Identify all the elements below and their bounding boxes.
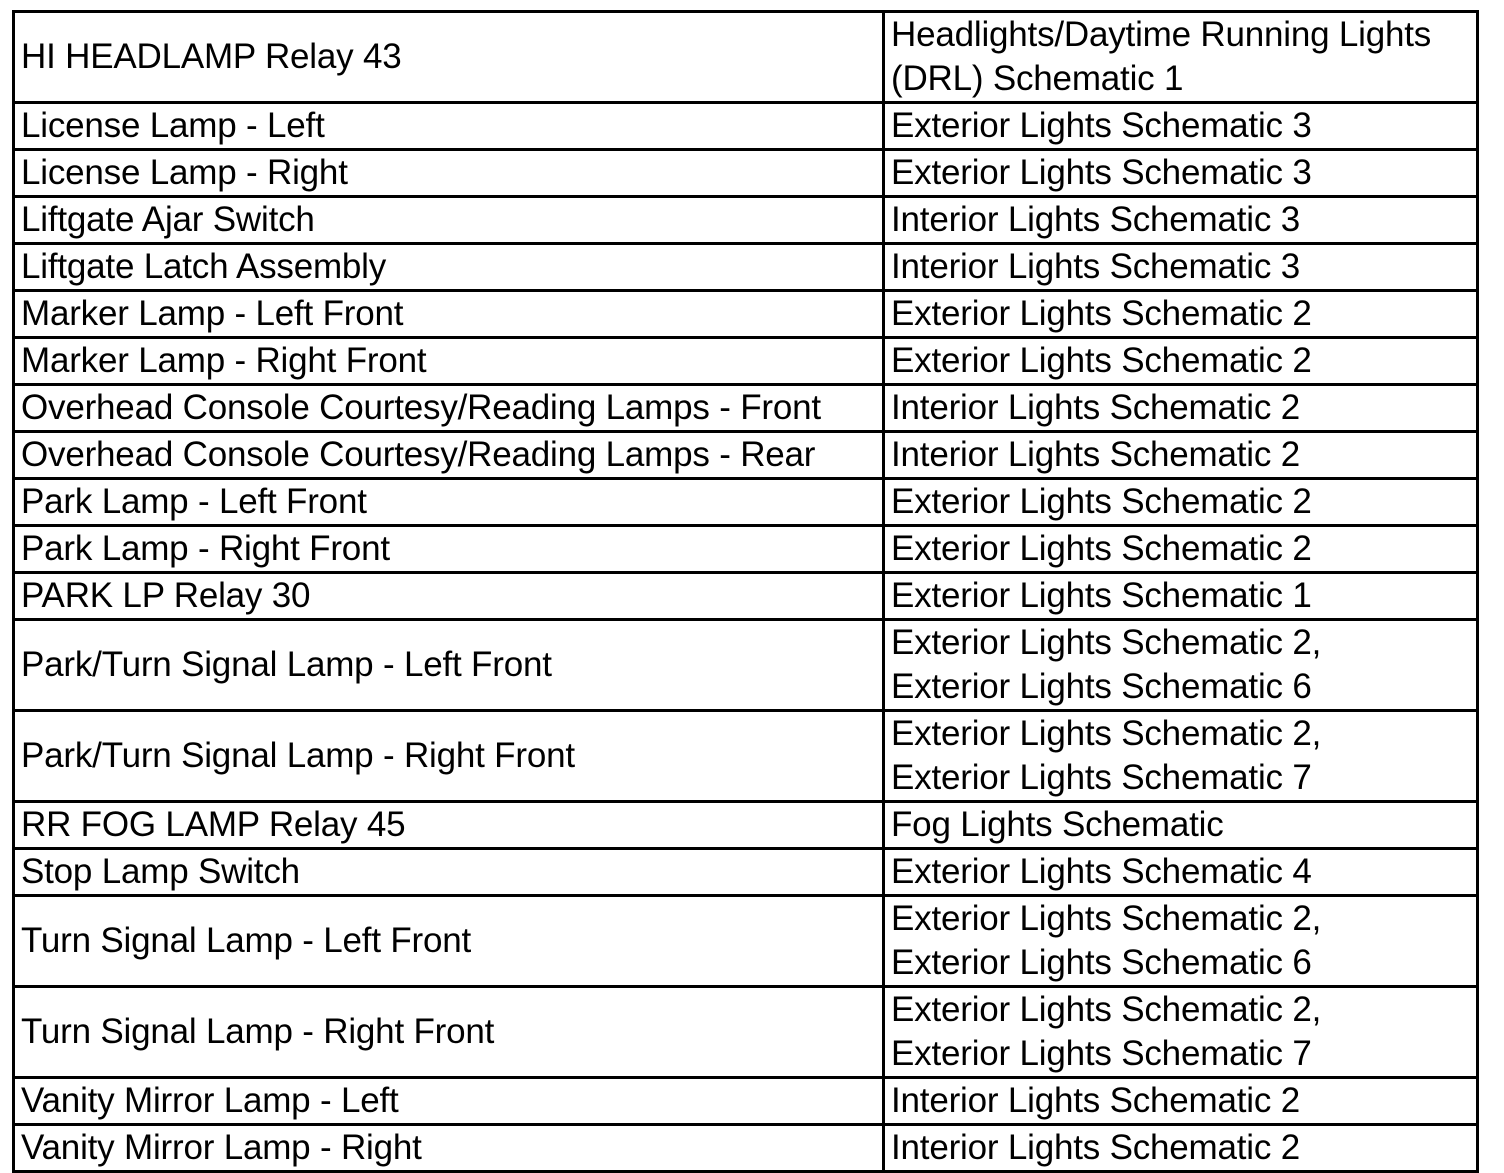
table-row: [14, 896, 1478, 987]
schematic-cell: [884, 385, 1478, 432]
schematic-reference: Fog Lights Schematic: [891, 805, 1224, 844]
component-cell: Stop Lamp Switch: [14, 849, 884, 896]
table-row: [14, 12, 1478, 103]
table-row: [14, 291, 1478, 338]
schematic-reference: Interior Lights Schematic 2: [891, 1128, 1300, 1167]
schematic-reference: Exterior Lights Schematic 2: [891, 529, 1312, 568]
table-row: [14, 711, 1478, 802]
component-cell: Overhead Console Courtesy/Reading Lamps - Front: [14, 385, 884, 432]
schematic-reference: Exterior Lights Schematic 7: [891, 1034, 1312, 1073]
schematic-reference: Interior Lights Schematic 2: [891, 388, 1300, 427]
schematic-reference: Exterior Lights Schematic 3: [891, 106, 1312, 145]
schematic-cell: [884, 896, 1478, 987]
schematic-reference: Exterior Lights Schematic 2: [891, 294, 1312, 333]
table-row: [14, 1078, 1478, 1125]
table-row: [14, 987, 1478, 1078]
component-cell: Vanity Mirror Lamp - Left: [14, 1078, 884, 1125]
table-row: [14, 849, 1478, 896]
component-cell: Park/Turn Signal Lamp - Right Front: [14, 711, 884, 802]
component-schematic-table: [12, 10, 1479, 1173]
schematic-reference: Headlights/Daytime Running Lights: [891, 15, 1432, 54]
schematic-reference: Exterior Lights Schematic 2,: [891, 714, 1322, 753]
schematic-cell: [884, 1125, 1478, 1172]
component-cell: Vanity Mirror Lamp - Right: [14, 1125, 884, 1172]
schematic-cell: [884, 526, 1478, 573]
schematic-cell: [884, 338, 1478, 385]
table-body: [14, 12, 1478, 1172]
schematic-reference: Exterior Lights Schematic 6: [891, 943, 1312, 982]
schematic-reference: Exterior Lights Schematic 2,: [891, 990, 1322, 1029]
table-row: [14, 573, 1478, 620]
table-row: [14, 244, 1478, 291]
table-row: [14, 479, 1478, 526]
schematic-cell: [884, 849, 1478, 896]
component-cell: License Lamp - Right: [14, 150, 884, 197]
schematic-cell: [884, 479, 1478, 526]
component-cell: Liftgate Ajar Switch: [14, 197, 884, 244]
component-cell: HI HEADLAMP Relay 43: [14, 12, 884, 103]
table-row: [14, 620, 1478, 711]
schematic-reference: Interior Lights Schematic 2: [891, 435, 1300, 474]
schematic-cell: [884, 291, 1478, 338]
component-cell: Turn Signal Lamp - Left Front: [14, 896, 884, 987]
schematic-reference: Exterior Lights Schematic 2: [891, 482, 1312, 521]
table-row: [14, 802, 1478, 849]
schematic-cell: [884, 197, 1478, 244]
table-row: [14, 197, 1478, 244]
schematic-cell: [884, 103, 1478, 150]
schematic-reference: Exterior Lights Schematic 2: [891, 341, 1312, 380]
schematic-cell: [884, 1078, 1478, 1125]
schematic-cell: [884, 620, 1478, 711]
component-cell: Marker Lamp - Left Front: [14, 291, 884, 338]
component-cell: Marker Lamp - Right Front: [14, 338, 884, 385]
schematic-cell: [884, 432, 1478, 479]
schematic-reference: Exterior Lights Schematic 2,: [891, 623, 1322, 662]
table-row: [14, 103, 1478, 150]
schematic-reference: Exterior Lights Schematic 4: [891, 852, 1312, 891]
component-cell: License Lamp - Left: [14, 103, 884, 150]
schematic-reference: Exterior Lights Schematic 3: [891, 153, 1312, 192]
schematic-reference: Interior Lights Schematic 2: [891, 1081, 1300, 1120]
schematic-cell: [884, 244, 1478, 291]
schematic-cell: [884, 711, 1478, 802]
schematic-cell: [884, 12, 1478, 103]
component-cell: Park Lamp - Left Front: [14, 479, 884, 526]
component-cell: Overhead Console Courtesy/Reading Lamps - Rear: [14, 432, 884, 479]
table-row: [14, 526, 1478, 573]
schematic-cell: [884, 987, 1478, 1078]
table-row: [14, 150, 1478, 197]
schematic-reference: Interior Lights Schematic 3: [891, 247, 1300, 286]
schematic-cell: [884, 573, 1478, 620]
schematic-reference: (DRL) Schematic 1: [891, 59, 1184, 98]
component-cell: Park/Turn Signal Lamp - Left Front: [14, 620, 884, 711]
table-row: [14, 1125, 1478, 1172]
component-cell: Liftgate Latch Assembly: [14, 244, 884, 291]
schematic-reference: Exterior Lights Schematic 7: [891, 758, 1312, 797]
component-cell: Park Lamp - Right Front: [14, 526, 884, 573]
table-row: [14, 338, 1478, 385]
schematic-reference: Exterior Lights Schematic 6: [891, 667, 1312, 706]
schematic-reference: Exterior Lights Schematic 1: [891, 576, 1312, 615]
component-cell: RR FOG LAMP Relay 45: [14, 802, 884, 849]
component-cell: PARK LP Relay 30: [14, 573, 884, 620]
table-row: [14, 385, 1478, 432]
table-row: [14, 432, 1478, 479]
component-cell: Turn Signal Lamp - Right Front: [14, 987, 884, 1078]
schematic-cell: [884, 150, 1478, 197]
schematic-reference: Exterior Lights Schematic 2,: [891, 899, 1322, 938]
schematic-cell: [884, 802, 1478, 849]
schematic-reference: Interior Lights Schematic 3: [891, 200, 1300, 239]
